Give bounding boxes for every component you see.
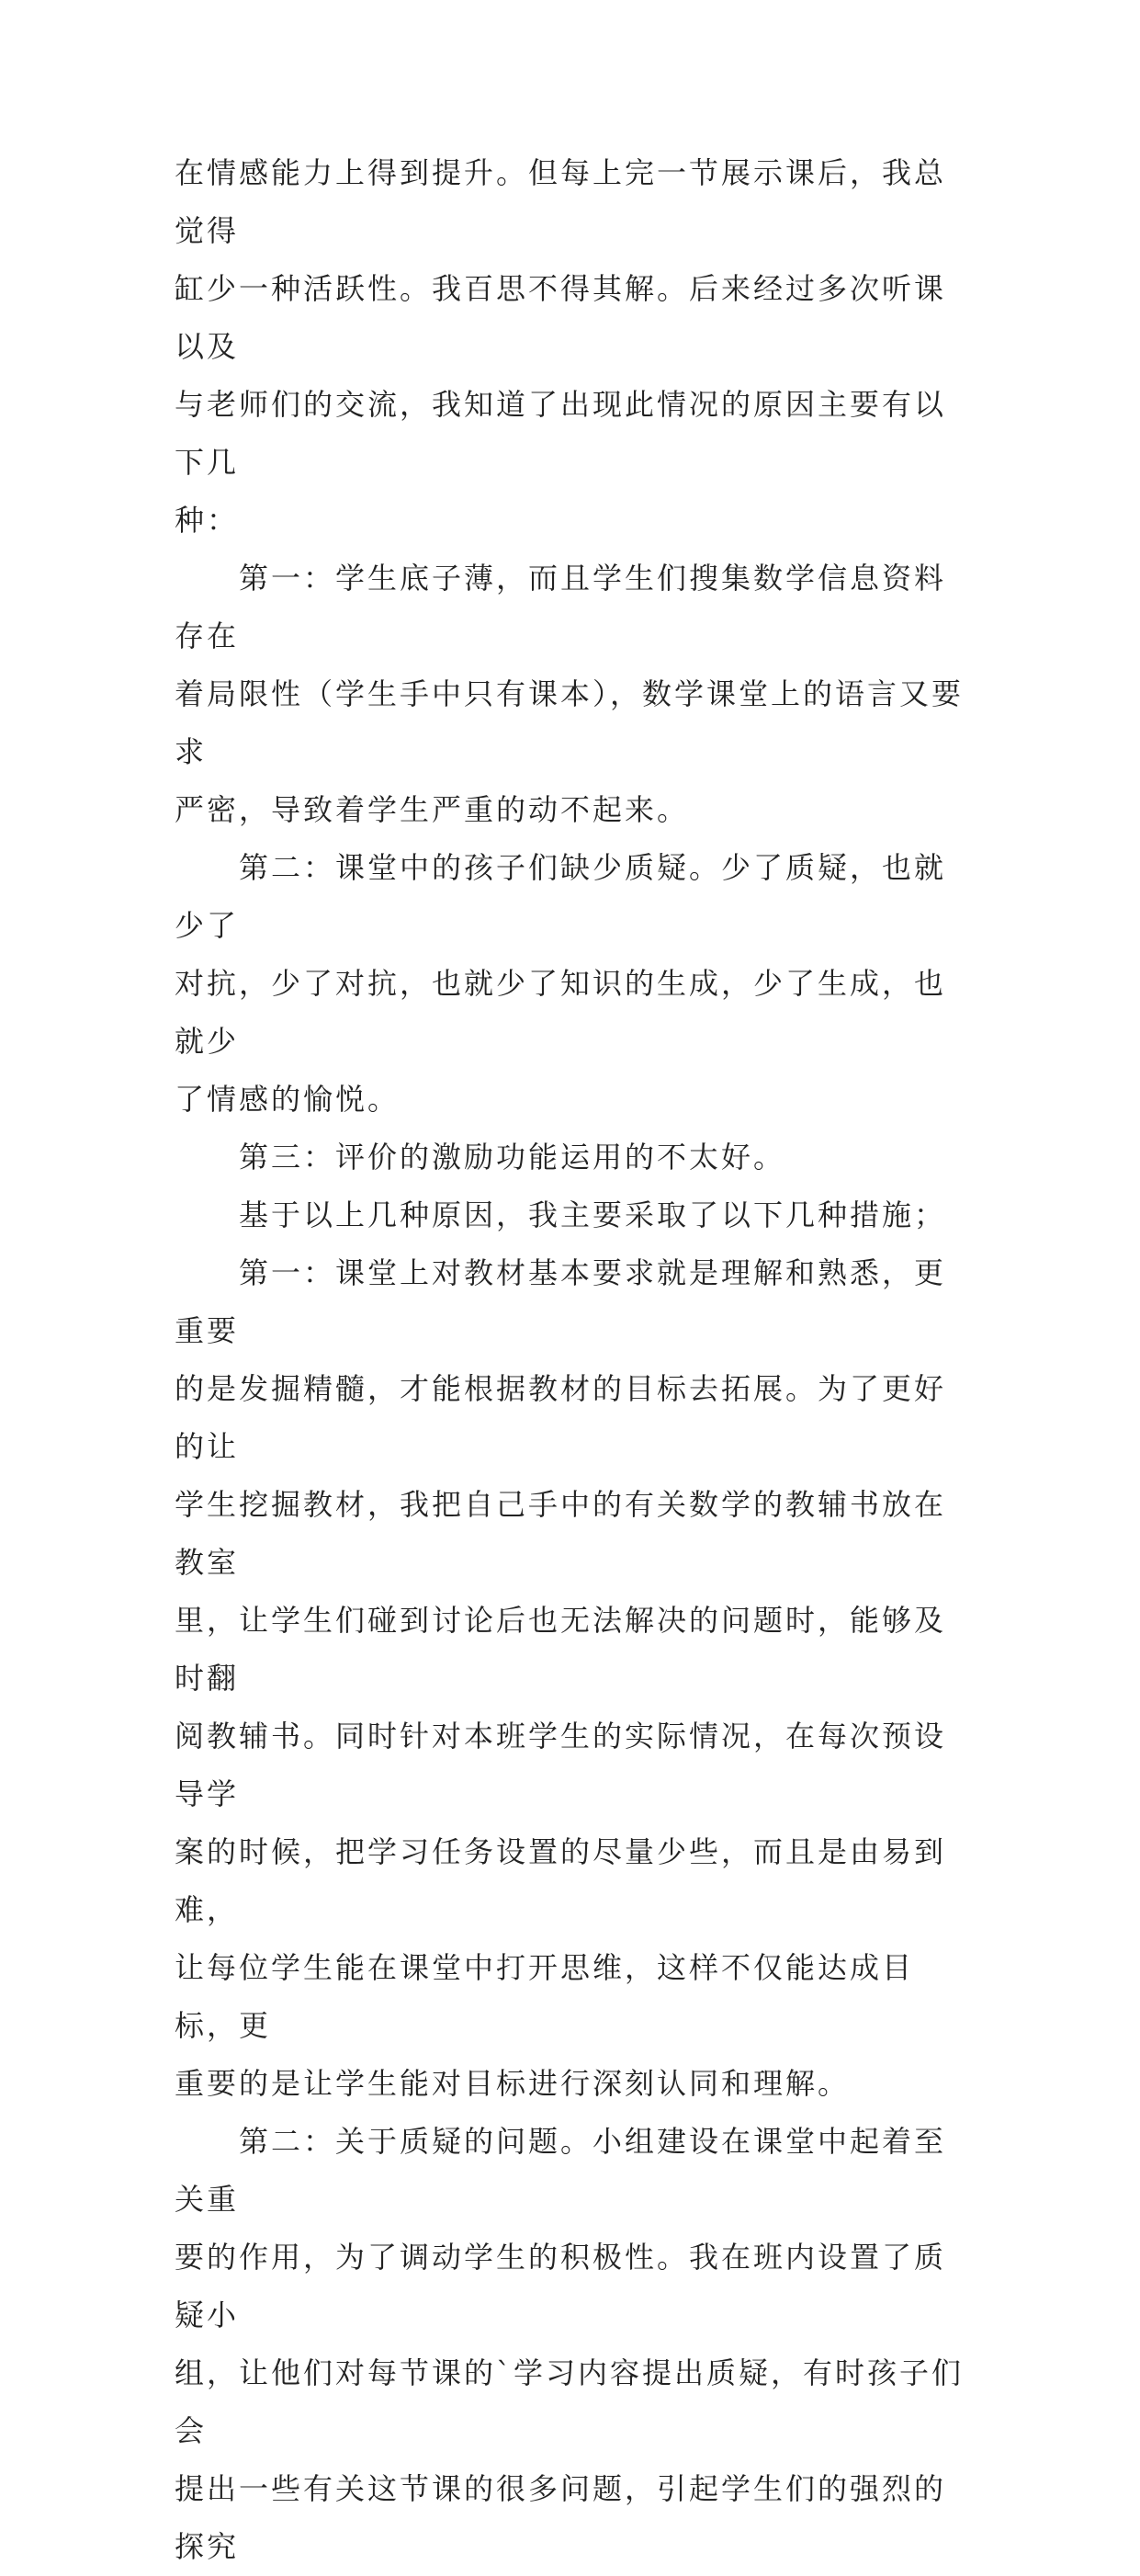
text-line: 严密，导致着学生严重的动不起来。 bbox=[175, 792, 690, 827]
text-line: 缸少一种活跃性。我百思不得其解。后来经过多次听课以及 bbox=[175, 271, 947, 364]
text-line: 在情感能力上得到提升。但每上完一节展示课后，我总觉得 bbox=[175, 155, 947, 248]
text-line: 阅教辅书。同时针对本班学生的实际情况，在每次预设导学 bbox=[175, 1719, 947, 1811]
text-line: 种： bbox=[175, 503, 240, 538]
text-line: 让每位学生能在课堂中打开思维，这样不仅能达成目标，更 bbox=[175, 1950, 915, 2043]
text-line: 与老师们的交流，我知道了出现此情况的原因主要有以下几 bbox=[175, 387, 947, 480]
text-line: 提出一些有关这节课的很多问题，引起学生们的强烈的探究 bbox=[175, 2471, 947, 2564]
text-line: 重要的是让学生能对目标进行深刻认同和理解。 bbox=[175, 2066, 851, 2101]
text-line: 里，让学生们碰到讨论后也无法解决的问题时，能够及时翻 bbox=[175, 1603, 947, 1696]
text-line: 第三：评价的激励功能运用的不太好。 bbox=[175, 1140, 786, 1175]
text-line: 第一：课堂上对教材基本要求就是理解和熟悉，更重要 bbox=[175, 1255, 947, 1348]
text-line: 基于以上几种原因，我主要采取了以下几种措施； bbox=[175, 1197, 947, 1232]
text-line: 学生挖掘教材，我把自己手中的有关数学的教辅书放在教室 bbox=[175, 1487, 947, 1580]
text-line: 要的作用，为了调动学生的积极性。我在班内设置了质疑小 bbox=[175, 2240, 947, 2332]
text-line: 了情感的愉悦。 bbox=[175, 1082, 401, 1117]
text-line: 对抗，少了对抗，也就少了知识的生成，少了生成，也就少 bbox=[175, 966, 947, 1059]
text-line: 第二：关于质疑的问题。小组建设在课堂中起着至关重 bbox=[175, 2124, 947, 2217]
body-text bbox=[175, 144, 974, 2576]
text-line: 第二：课堂中的孩子们缺少质疑。少了质疑，也就少了 bbox=[175, 850, 947, 943]
text-line: 组，让他们对每节课的`学习内容提出质疑，有时孩子们会 bbox=[175, 2355, 965, 2448]
text-line: 案的时候，把学习任务设置的尽量少些，而且是由易到难， bbox=[175, 1834, 947, 1927]
text-line: 的是发掘精髓，才能根据教材的目标去拓展。为了更好的让 bbox=[175, 1371, 947, 1464]
text-line: 第一：学生底子薄，而且学生们搜集数学信息资料存在 bbox=[175, 561, 947, 653]
text-line: 着局限性（学生手中只有课本），数学课堂上的语言又要求 bbox=[175, 676, 965, 769]
